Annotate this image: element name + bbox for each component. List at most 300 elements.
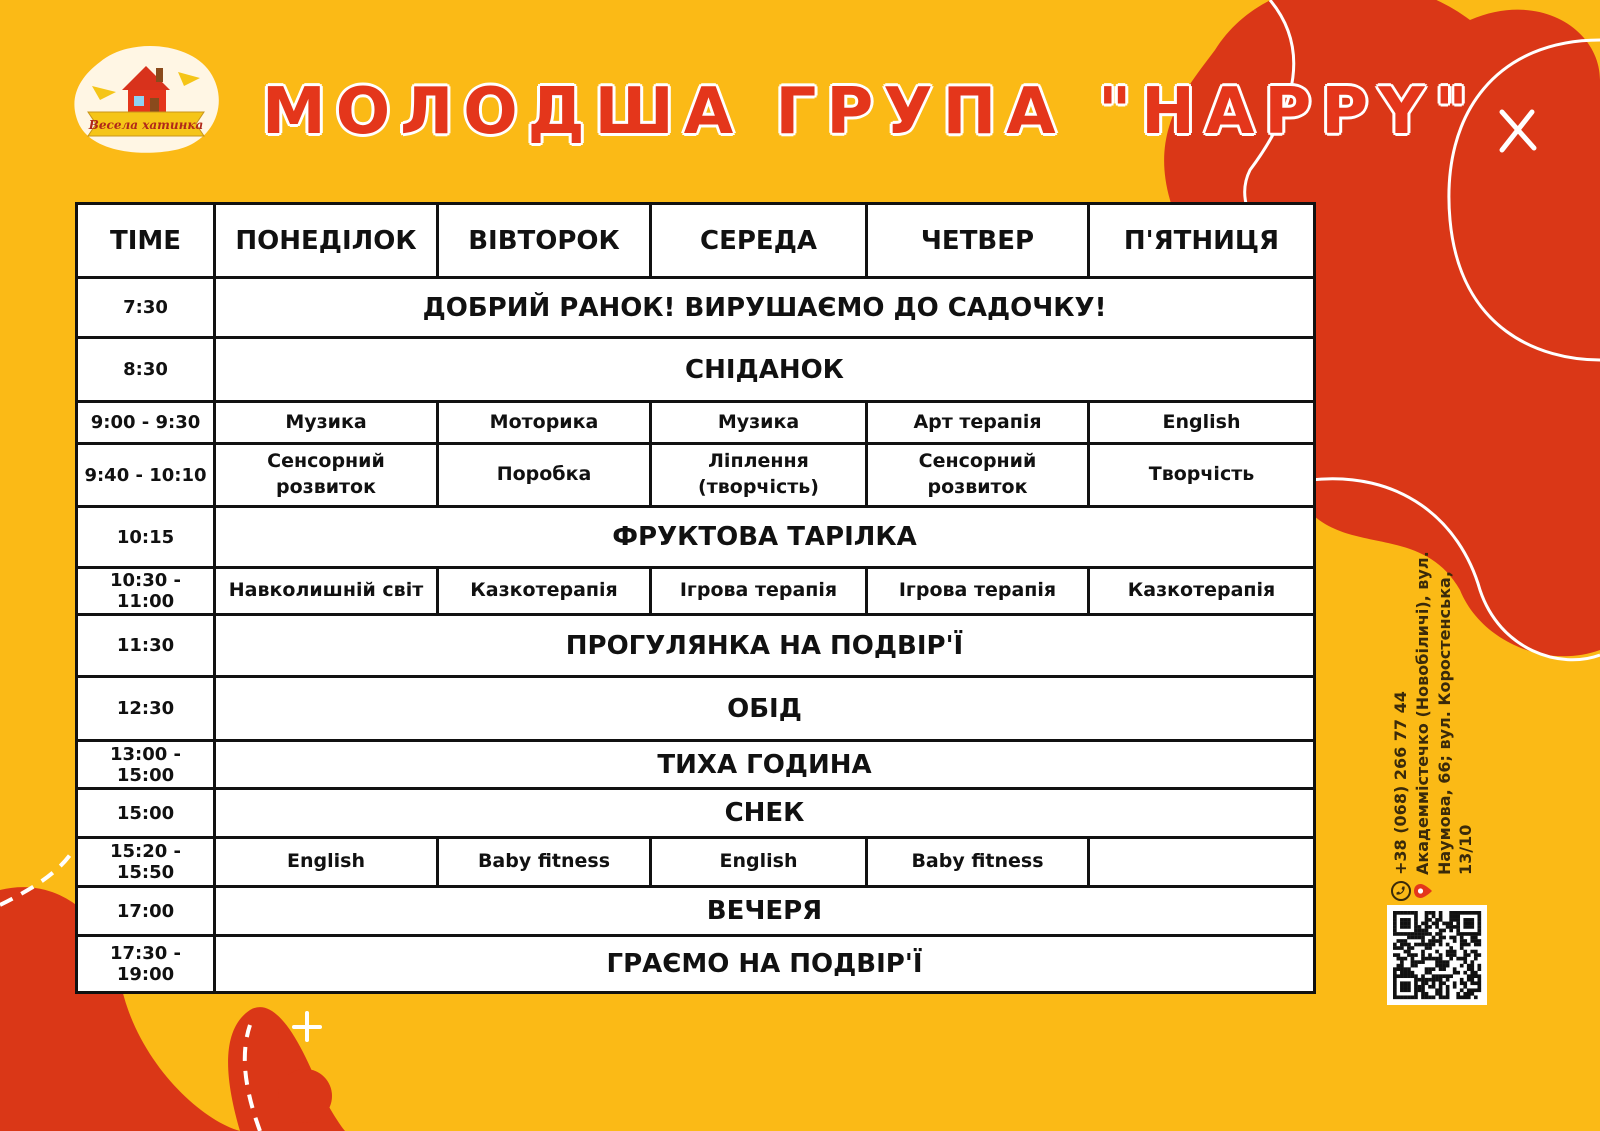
qr-module <box>1400 985 1404 989</box>
activity-cell: English <box>651 838 867 887</box>
qr-module <box>1404 943 1408 947</box>
qr-module <box>1400 918 1404 922</box>
qr-module <box>1446 978 1450 982</box>
qr-module <box>1407 943 1411 947</box>
qr-module <box>1404 911 1408 915</box>
event-cell: ТИХА ГОДИНА <box>215 741 1315 789</box>
qr-module <box>1425 967 1429 971</box>
qr-module <box>1397 932 1401 936</box>
qr-module <box>1428 918 1432 922</box>
qr-module <box>1449 936 1453 940</box>
qr-module <box>1463 981 1467 985</box>
qr-module <box>1435 918 1439 922</box>
qr-module <box>1428 953 1432 957</box>
time-cell: 9:00 - 9:30 <box>77 402 215 444</box>
qr-module <box>1470 981 1474 985</box>
qr-module <box>1435 974 1439 978</box>
qr-module <box>1393 953 1397 957</box>
qr-module <box>1453 971 1457 975</box>
qr-module <box>1474 932 1478 936</box>
qr-module <box>1453 939 1457 943</box>
qr-module <box>1477 929 1481 933</box>
qr-module <box>1460 978 1464 982</box>
qr-module <box>1460 943 1464 947</box>
qr-module <box>1470 925 1474 929</box>
qr-module <box>1432 939 1436 943</box>
qr-module <box>1474 981 1478 985</box>
qr-module <box>1456 995 1460 999</box>
table-row <box>77 789 1315 838</box>
qr-module <box>1393 995 1397 999</box>
qr-module <box>1449 911 1453 915</box>
table-row <box>77 741 1315 789</box>
activity-cell: Ігрова терапія <box>867 568 1089 615</box>
qr-module <box>1400 960 1404 964</box>
qr-module <box>1432 936 1436 940</box>
qr-module <box>1439 985 1443 989</box>
qr-module <box>1467 918 1471 922</box>
event-cell: ФРУКТОВА ТАРІЛКА <box>215 507 1315 568</box>
qr-module <box>1453 925 1457 929</box>
qr-module <box>1477 943 1481 947</box>
table-row <box>77 338 1315 402</box>
qr-module <box>1474 953 1478 957</box>
event-cell: СНІДАНОК <box>215 338 1315 402</box>
qr-module <box>1435 960 1439 964</box>
qr-module <box>1460 939 1464 943</box>
qr-module <box>1453 985 1457 989</box>
activity-cell: Ігрова терапія <box>651 568 867 615</box>
qr-module <box>1397 957 1401 961</box>
qr-module <box>1414 988 1418 992</box>
qr-module <box>1397 974 1401 978</box>
qr-module <box>1470 967 1474 971</box>
qr-module <box>1421 929 1425 933</box>
qr-module <box>1474 974 1478 978</box>
qr-module <box>1453 967 1457 971</box>
qr-module <box>1414 992 1418 996</box>
qr-module <box>1400 981 1404 985</box>
qr-module <box>1400 971 1404 975</box>
qr-module <box>1393 974 1397 978</box>
qr-module <box>1442 964 1446 968</box>
qr-module <box>1425 995 1429 999</box>
qr-module <box>1425 932 1429 936</box>
qr-module <box>1393 988 1397 992</box>
qr-module <box>1456 957 1460 961</box>
table-row <box>77 444 1315 507</box>
qr-module <box>1432 978 1436 982</box>
qr-module <box>1425 918 1429 922</box>
qr-module <box>1425 981 1429 985</box>
qr-module <box>1439 939 1443 943</box>
qr-module <box>1400 995 1404 999</box>
qr-module <box>1463 925 1467 929</box>
qr-module <box>1397 953 1401 957</box>
table-row <box>77 568 1315 615</box>
qr-module <box>1414 915 1418 919</box>
qr-module <box>1463 995 1467 999</box>
qr-module <box>1470 932 1474 936</box>
qr-module <box>1425 915 1429 919</box>
qr-module <box>1460 988 1464 992</box>
qr-module <box>1407 974 1411 978</box>
qr-module <box>1439 981 1443 985</box>
qr-module <box>1474 911 1478 915</box>
plus-mark-bottom <box>294 1013 320 1040</box>
activity-cell: Казкотерапія <box>438 568 651 615</box>
qr-module <box>1467 995 1471 999</box>
qr-module <box>1446 925 1450 929</box>
qr-module <box>1414 981 1418 985</box>
qr-module <box>1477 911 1481 915</box>
qr-module <box>1428 995 1432 999</box>
qr-module <box>1407 922 1411 926</box>
qr-module <box>1432 957 1436 961</box>
qr-module <box>1400 911 1404 915</box>
qr-module <box>1432 974 1436 978</box>
qr-module <box>1453 981 1457 985</box>
qr-module <box>1421 995 1425 999</box>
activity-cell: Baby fitness <box>867 838 1089 887</box>
qr-module <box>1404 995 1408 999</box>
qr-module <box>1474 988 1478 992</box>
qr-module <box>1421 960 1425 964</box>
qr-module <box>1456 971 1460 975</box>
qr-module <box>1418 943 1422 947</box>
qr-module <box>1474 943 1478 947</box>
qr-module <box>1421 939 1425 943</box>
activity-cell <box>1089 838 1315 887</box>
qr-module <box>1404 967 1408 971</box>
qr-module <box>1432 967 1436 971</box>
qr-module <box>1439 932 1443 936</box>
qr-module <box>1439 915 1443 919</box>
qr-module <box>1407 953 1411 957</box>
table-row <box>77 838 1315 887</box>
qr-module <box>1467 953 1471 957</box>
qr-module <box>1449 929 1453 933</box>
qr-module <box>1449 946 1453 950</box>
qr-module <box>1463 953 1467 957</box>
qr-module <box>1470 936 1474 940</box>
time-cell: 7:30 <box>77 278 215 338</box>
activity-cell: Сенсорний розвиток <box>867 444 1089 507</box>
qr-module <box>1460 946 1464 950</box>
qr-module <box>1449 922 1453 926</box>
qr-module <box>1477 974 1481 978</box>
qr-module <box>1460 936 1464 940</box>
qr-module <box>1400 943 1404 947</box>
header-wednesday: СЕРЕДА <box>651 204 867 278</box>
qr-module <box>1414 978 1418 982</box>
time-cell: 11:30 <box>77 615 215 677</box>
qr-module <box>1446 953 1450 957</box>
qr-module <box>1411 911 1415 915</box>
qr-module <box>1393 918 1397 922</box>
table-row <box>77 615 1315 677</box>
activity-cell: English <box>215 838 438 887</box>
activity-cell: Музика <box>651 402 867 444</box>
red-dot <box>278 1069 332 1123</box>
qr-module <box>1477 985 1481 989</box>
qr-module <box>1393 943 1397 947</box>
qr-module <box>1393 925 1397 929</box>
qr-module <box>1456 932 1460 936</box>
qr-module <box>1453 936 1457 940</box>
qr-module <box>1460 932 1464 936</box>
qr-module <box>1435 950 1439 954</box>
qr-module <box>1467 964 1471 968</box>
qr-module <box>1411 936 1415 940</box>
schedule-table <box>75 202 1316 994</box>
qr-module <box>1439 974 1443 978</box>
qr-module <box>1428 943 1432 947</box>
qr-module <box>1421 950 1425 954</box>
qr-module <box>1414 985 1418 989</box>
qr-module <box>1428 978 1432 982</box>
qr-module <box>1439 936 1443 940</box>
qr-module <box>1428 957 1432 961</box>
qr-module <box>1467 988 1471 992</box>
qr-module <box>1418 960 1422 964</box>
qr-module <box>1418 929 1422 933</box>
qr-module <box>1407 995 1411 999</box>
qr-module <box>1400 964 1404 968</box>
qr-module <box>1470 974 1474 978</box>
qr-module <box>1421 943 1425 947</box>
qr-module <box>1477 915 1481 919</box>
time-cell: 12:30 <box>77 677 215 741</box>
qr-module <box>1474 936 1478 940</box>
phone-line <box>1390 532 1412 902</box>
qr-module <box>1421 992 1425 996</box>
qr-module <box>1474 995 1478 999</box>
qr-module <box>1432 981 1436 985</box>
header-monday: ПОНЕДІЛОК <box>215 204 438 278</box>
qr-module <box>1393 967 1397 971</box>
qr-module <box>1449 957 1453 961</box>
qr-module <box>1463 957 1467 961</box>
activity-cell: Музика <box>215 402 438 444</box>
qr-module <box>1442 967 1446 971</box>
qr-module <box>1470 978 1474 982</box>
qr-module <box>1460 911 1464 915</box>
qr-module <box>1442 995 1446 999</box>
qr-module <box>1477 939 1481 943</box>
qr-module <box>1397 967 1401 971</box>
qr-module <box>1404 950 1408 954</box>
qr-module <box>1414 953 1418 957</box>
qr-module <box>1428 925 1432 929</box>
qr-module <box>1425 992 1429 996</box>
qr-code[interactable] <box>1387 905 1487 1005</box>
activity-cell: Сенсорний розвиток <box>215 444 438 507</box>
qr-module <box>1460 981 1464 985</box>
table-row <box>77 887 1315 936</box>
qr-module <box>1474 950 1478 954</box>
time-cell: 15:20 - 15:50 <box>77 838 215 887</box>
qr-module <box>1393 971 1397 975</box>
qr-module <box>1439 960 1443 964</box>
qr-module <box>1421 953 1425 957</box>
activity-cell: Навколишній світ <box>215 568 438 615</box>
qr-module <box>1404 971 1408 975</box>
qr-module <box>1421 978 1425 982</box>
qr-module <box>1397 995 1401 999</box>
qr-module <box>1425 943 1429 947</box>
qr-module <box>1470 971 1474 975</box>
qr-module <box>1418 932 1422 936</box>
qr-module <box>1463 985 1467 989</box>
qr-module <box>1456 911 1460 915</box>
qr-module <box>1435 957 1439 961</box>
qr-module <box>1467 943 1471 947</box>
qr-module <box>1460 995 1464 999</box>
table-row <box>77 402 1315 444</box>
qr-module <box>1407 911 1411 915</box>
qr-module <box>1397 964 1401 968</box>
qr-module <box>1393 985 1397 989</box>
qr-module <box>1414 932 1418 936</box>
qr-module <box>1439 929 1443 933</box>
qr-module <box>1467 974 1471 978</box>
qr-module <box>1400 932 1404 936</box>
qr-module <box>1414 936 1418 940</box>
qr-module <box>1397 911 1401 915</box>
qr-module <box>1404 985 1408 989</box>
qr-module <box>1404 939 1408 943</box>
qr-module <box>1414 960 1418 964</box>
qr-module <box>1414 911 1418 915</box>
qr-module <box>1446 974 1450 978</box>
qr-module <box>1404 988 1408 992</box>
header-thursday: ЧЕТВЕР <box>867 204 1089 278</box>
qr-module <box>1404 957 1408 961</box>
table-row <box>77 936 1315 993</box>
qr-module <box>1421 985 1425 989</box>
qr-module <box>1439 953 1443 957</box>
qr-module <box>1470 960 1474 964</box>
time-cell: 15:00 <box>77 789 215 838</box>
event-cell: ДОБРИЙ РАНОК! ВИРУШАЄМО ДО САДОЧКУ! <box>215 278 1315 338</box>
qr-module <box>1453 950 1457 954</box>
qr-module <box>1463 918 1467 922</box>
qr-module <box>1432 995 1436 999</box>
qr-module <box>1393 929 1397 933</box>
qr-module <box>1411 974 1415 978</box>
qr-module <box>1467 922 1471 926</box>
qr-module <box>1456 925 1460 929</box>
qr-module <box>1393 915 1397 919</box>
qr-module <box>1439 992 1443 996</box>
qr-module <box>1411 946 1415 950</box>
qr-module <box>1407 918 1411 922</box>
qr-module <box>1442 974 1446 978</box>
qr-module <box>1463 911 1467 915</box>
qr-module <box>1446 995 1450 999</box>
qr-module <box>1435 932 1439 936</box>
qr-module <box>1453 911 1457 915</box>
qr-module <box>1456 929 1460 933</box>
qr-module <box>1477 922 1481 926</box>
header-row <box>77 204 1315 278</box>
qr-module <box>1418 978 1422 982</box>
qr-module <box>1393 911 1397 915</box>
qr-module <box>1442 960 1446 964</box>
qr-module <box>1407 932 1411 936</box>
qr-module <box>1442 936 1446 940</box>
qr-module <box>1411 971 1415 975</box>
qr-module <box>1421 922 1425 926</box>
event-cell: ГРАЄМО НА ПОДВІР'Ї <box>215 936 1315 993</box>
qr-module <box>1470 939 1474 943</box>
qr-module <box>1446 992 1450 996</box>
qr-module <box>1407 988 1411 992</box>
qr-module <box>1400 974 1404 978</box>
qr-module <box>1470 988 1474 992</box>
qr-module <box>1418 936 1422 940</box>
qr-module <box>1442 981 1446 985</box>
header-time: TIME <box>77 204 215 278</box>
qr-module <box>1435 964 1439 968</box>
qr-module <box>1393 978 1397 982</box>
qr-module <box>1439 918 1443 922</box>
qr-module <box>1446 950 1450 954</box>
qr-module <box>1414 918 1418 922</box>
qr-module <box>1474 971 1478 975</box>
activity-cell: Поробка <box>438 444 651 507</box>
qr-module <box>1428 932 1432 936</box>
logo-text: Весела хатинка <box>88 118 204 132</box>
table-row <box>77 677 1315 741</box>
qr-module <box>1463 971 1467 975</box>
qr-module <box>1400 957 1404 961</box>
qr-module <box>1446 943 1450 947</box>
qr-module <box>1470 992 1474 996</box>
qr-module <box>1432 943 1436 947</box>
qr-module <box>1463 943 1467 947</box>
qr-module <box>1425 922 1429 926</box>
qr-module <box>1400 988 1404 992</box>
time-cell: 8:30 <box>77 338 215 402</box>
qr-module <box>1456 992 1460 996</box>
qr-module <box>1393 992 1397 996</box>
qr-module <box>1463 992 1467 996</box>
qr-module <box>1435 988 1439 992</box>
qr-module <box>1414 995 1418 999</box>
qr-module <box>1477 978 1481 982</box>
qr-module <box>1428 939 1432 943</box>
qr-module <box>1470 964 1474 968</box>
qr-module <box>1414 925 1418 929</box>
qr-module <box>1428 985 1432 989</box>
activity-cell: Казкотерапія <box>1089 568 1315 615</box>
qr-module <box>1460 957 1464 961</box>
address-line <box>1412 532 1477 902</box>
time-cell: 17:00 <box>77 887 215 936</box>
qr-module <box>1435 925 1439 929</box>
location-pin-icon <box>1412 880 1434 902</box>
qr-module <box>1418 925 1422 929</box>
qr-module <box>1404 932 1408 936</box>
qr-module <box>1407 950 1411 954</box>
qr-module <box>1425 925 1429 929</box>
qr-module <box>1463 922 1467 926</box>
qr-module <box>1421 988 1425 992</box>
qr-module <box>1421 981 1425 985</box>
qr-module <box>1460 964 1464 968</box>
